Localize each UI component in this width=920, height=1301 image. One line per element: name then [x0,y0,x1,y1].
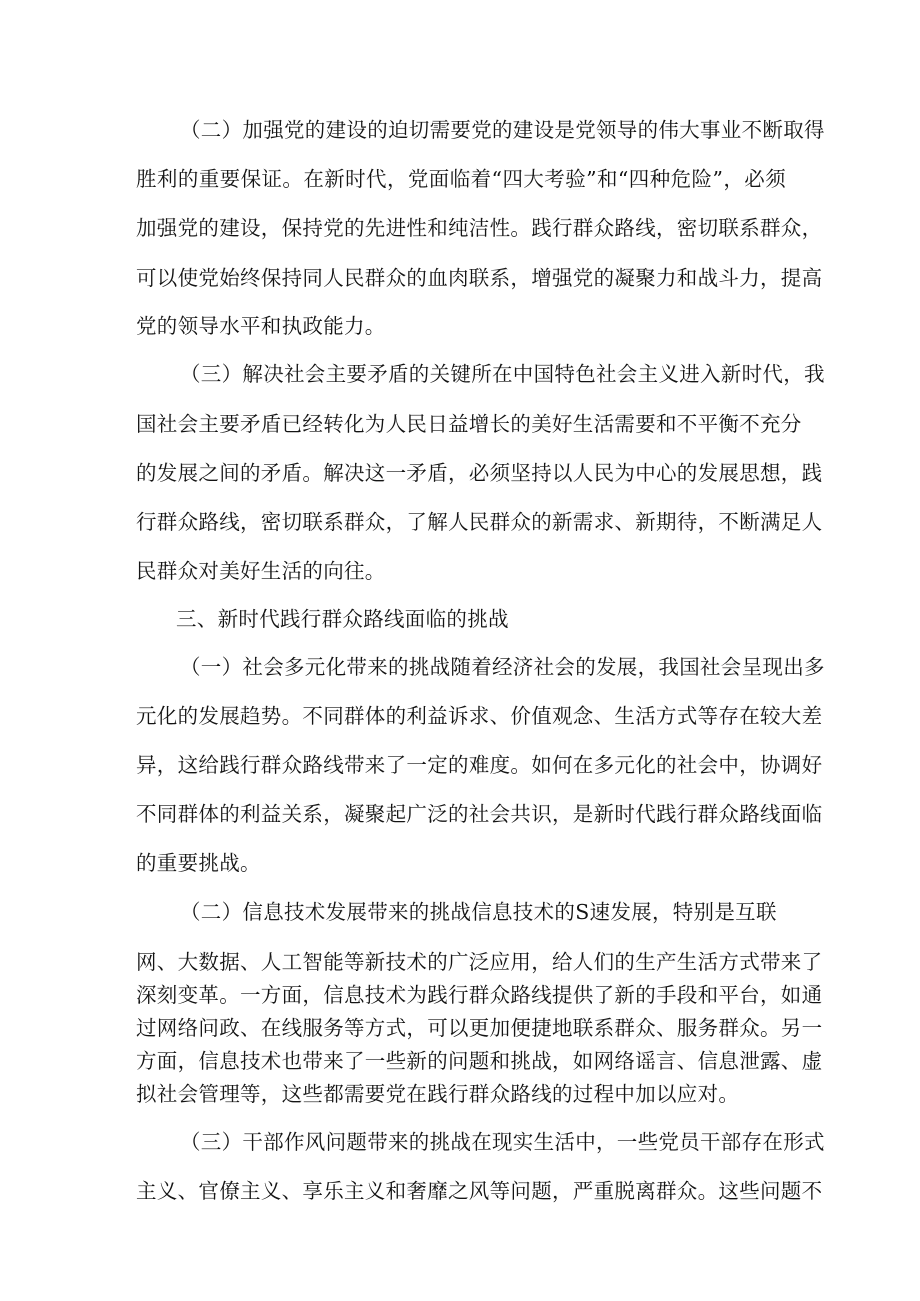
paragraph-line: 异，这给践行群众路线带来了一定的难度。如何在多元化的社会中，协调好 [136,753,823,777]
paragraph-line: （三）解决社会主要矛盾的关键所在中国特色社会主义进入新时代，我 [180,362,825,386]
paragraph-line: 主义、官僚主义、享乐主义和奢靡之风等问题，严重脱离群众。这些问题不 [136,1179,823,1203]
paragraph-line: 不同群体的利益关系，凝聚起广泛的社会共识，是新时代践行群众路线面临 [136,802,823,826]
paragraph-line: 网、大数据、人工智能等新技术的广泛应用，给人们的生产生活方式带来了 [136,950,823,974]
paragraph-line: 的重要挑战。 [136,851,261,875]
paragraph-line: 党的领导水平和执政能力。 [136,314,386,338]
paragraph-line: 民群众对美好生活的向往。 [136,559,386,583]
paragraph-line: （一）社会多元化带来的挑战随着经济社会的发展，我国社会呈现出多 [180,655,825,679]
paragraph-line: 方面，信息技术也带来了一些新的问题和挑战，如网络谣言、信息泄露、虚 [136,1049,823,1073]
paragraph-line: （二）加强党的建设的迫切需要党的建设是党领导的伟大事业不断取得 [180,118,825,142]
paragraph-line: 可以使党始终保持同人民群众的血肉联系，增强党的凝聚力和战斗力，提高 [136,266,823,290]
paragraph-line: 加强党的建设，保持党的先进性和纯洁性。践行群众路线，密切联系群众， [136,216,823,240]
paragraph-line: 深刻变革。一方面，信息技术为践行群众路线提供了新的手段和平台，如通 [136,983,823,1007]
paragraph-line: 胜利的重要保证。在新时代，党面临着“四大考验”和“四种危险”，必须 [136,167,786,191]
paragraph-line: 元化的发展趋势。不同群体的利益诉求、价值观念、生活方式等存在较大差 [136,704,823,728]
paragraph-line: （三）干部作风问题带来的挑战在现实生活中，一些党员干部存在形式 [180,1130,825,1154]
paragraph-line: 国社会主要矛盾已经转化为人民日益增长的美好生活需要和不平衡不充分 [136,412,802,436]
paragraph-line: 拟社会管理等，这些都需要党在践行群众路线的过程中加以应对。 [136,1082,740,1106]
paragraph-line: 的发展之间的矛盾。解决这一矛盾，必须坚持以人民为中心的发展思想，践 [136,461,823,485]
paragraph-line: （二）信息技术发展带来的挑战信息技术的S速发展，特别是互联 [180,900,777,924]
paragraph-line: 过网络问政、在线服务等方式，可以更加便捷地联系群众、服务群众。另一 [136,1016,823,1040]
section-heading: 三、新时代践行群众路线面临的挑战 [176,607,509,631]
paragraph-line: 行群众路线，密切联系群众，了解人民群众的新需求、新期待，不断满足人 [136,510,823,534]
